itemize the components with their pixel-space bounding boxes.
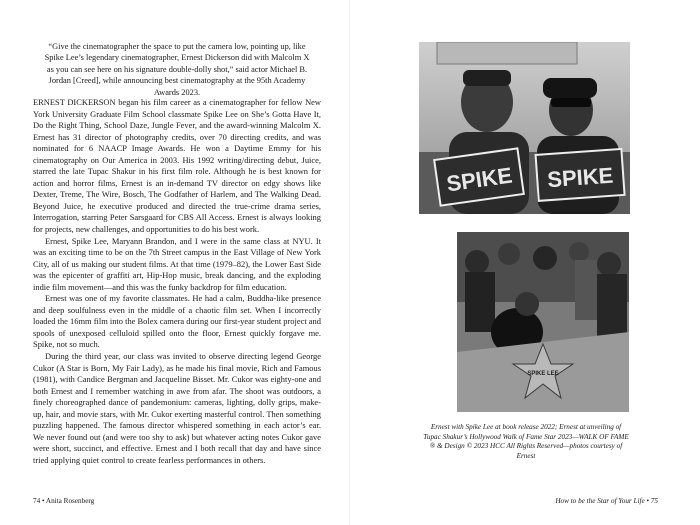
star-name-text: SPIKE LEE — [527, 371, 559, 377]
right-page — [350, 0, 700, 525]
paragraph-intro: ERNEST DICKERSON began his film career as a cinematographer for fellow New York University Graduate Film School classmate Spike Lee on She’s Gotta Have It, Do the Right Thing, School Daze, Jungle Fever, and the award-winning Malcolm X. Ernest has 31 director of photography credits, over 70 directing credits, and was nominated for 6 NAACP Image Awards. He won a Daytime Emmy for his cinematography on Our America in 2003. His 1992 writing/directing debut, Juice, starred the late Tupac Shakur in his first film role. Although he is best known for action and horror films, Ernest is an in-demand TV director on edgy shows like Dexter, Treme, The Wire, Bosch, The Godfather of Harlem, and The Walking Dead. Beyond Juice, he executive produced and directed the true-crime drama series, Interrogation, starring Peter Sarsgaard for CBS All Access. Ernest is always looking for projects, new challenges, and opportunities to do his best work. — [33, 97, 321, 235]
sign-right-text: SPIKE — [546, 162, 615, 193]
paragraph-classmate: Ernest was one of my favorite classmates. He had a calm, Buddha-like presence and deep soulfulness even in the middle of a chaotic film set. When I incorrectly loaded the 16mm film into the Bolex camera during our first-year student project and spools of unexposed celluloid spilled onto the floor, Ernest quickly forgave me. Spike, not so much. — [33, 293, 321, 350]
photo-ernest-with-spike-lee — [419, 42, 630, 214]
page-footer-left: 74 • Anita Rosenberg — [33, 497, 95, 505]
paragraph-cukor: During the third year, our class was invited to observe directing legend George Cukor (A Star is Born, My Fair Lady), as he made his final movie, Rich and Famous (1981), with Candice Bergman and Jacqueline Bisset. Mr. Cukor was eighty-one and both Ernest and I remember watching in awe from afar. The shoot was outdoors, a finely choreographed dance of pandemonium: cameras, lighting, dolly grips, make-up, hair, and movie stars, with Mr. Cukor exerting masterful control. Then something puzzling happened. The famous director whispered something in each actor’s ear. We never found out (and were too shy to ask) but whatever acting notes Cukor gave were short, succinct, and effective. Ernest and I both recall that day and have since tried applying quiet control to create fearless performances in others. — [33, 351, 321, 465]
photo-walk-of-fame-unveiling — [457, 232, 629, 412]
paragraph-nyu: Ernest, Spike Lee, Maryann Brandon, and I were in the same class at NYU. It was an exciting time to be on the 7th Street campus in the East Village of New York City, all of us making our student films. At that time (1979–82), the Lower East Side was the epicenter of graffiti art, Hip-Hop music, break dancing, and the exploding indie film movement—and this was the funky backdrop for film education. — [33, 235, 321, 292]
body-text — [33, 97, 321, 467]
photo-caption: Ernest with Spike Lee at book release 2022; Ernest at unveiling of Tupac Shakur’s Hollywood Walk of Fame Star 2023—WALK OF FAME ® & Design © 2023 HCC All Rights Reserved—photos courtesy of Ernest — [423, 423, 629, 460]
sign-left-text: SPIKE — [444, 162, 514, 197]
pull-quote: “Give the cinematographer the space to put the camera low, pointing up, like Spike Lee’s legendary cinematographer, Ernest Dickerson did with Malcolm X as you can see here on his signature double-dolly shot,” said actor Michael B. Jordan [Creed], while announcing best cinematography at the 95th Academy Awards 2023. — [44, 42, 310, 97]
page-footer-right: How to be the Star of Your Life • 75 — [555, 497, 658, 505]
